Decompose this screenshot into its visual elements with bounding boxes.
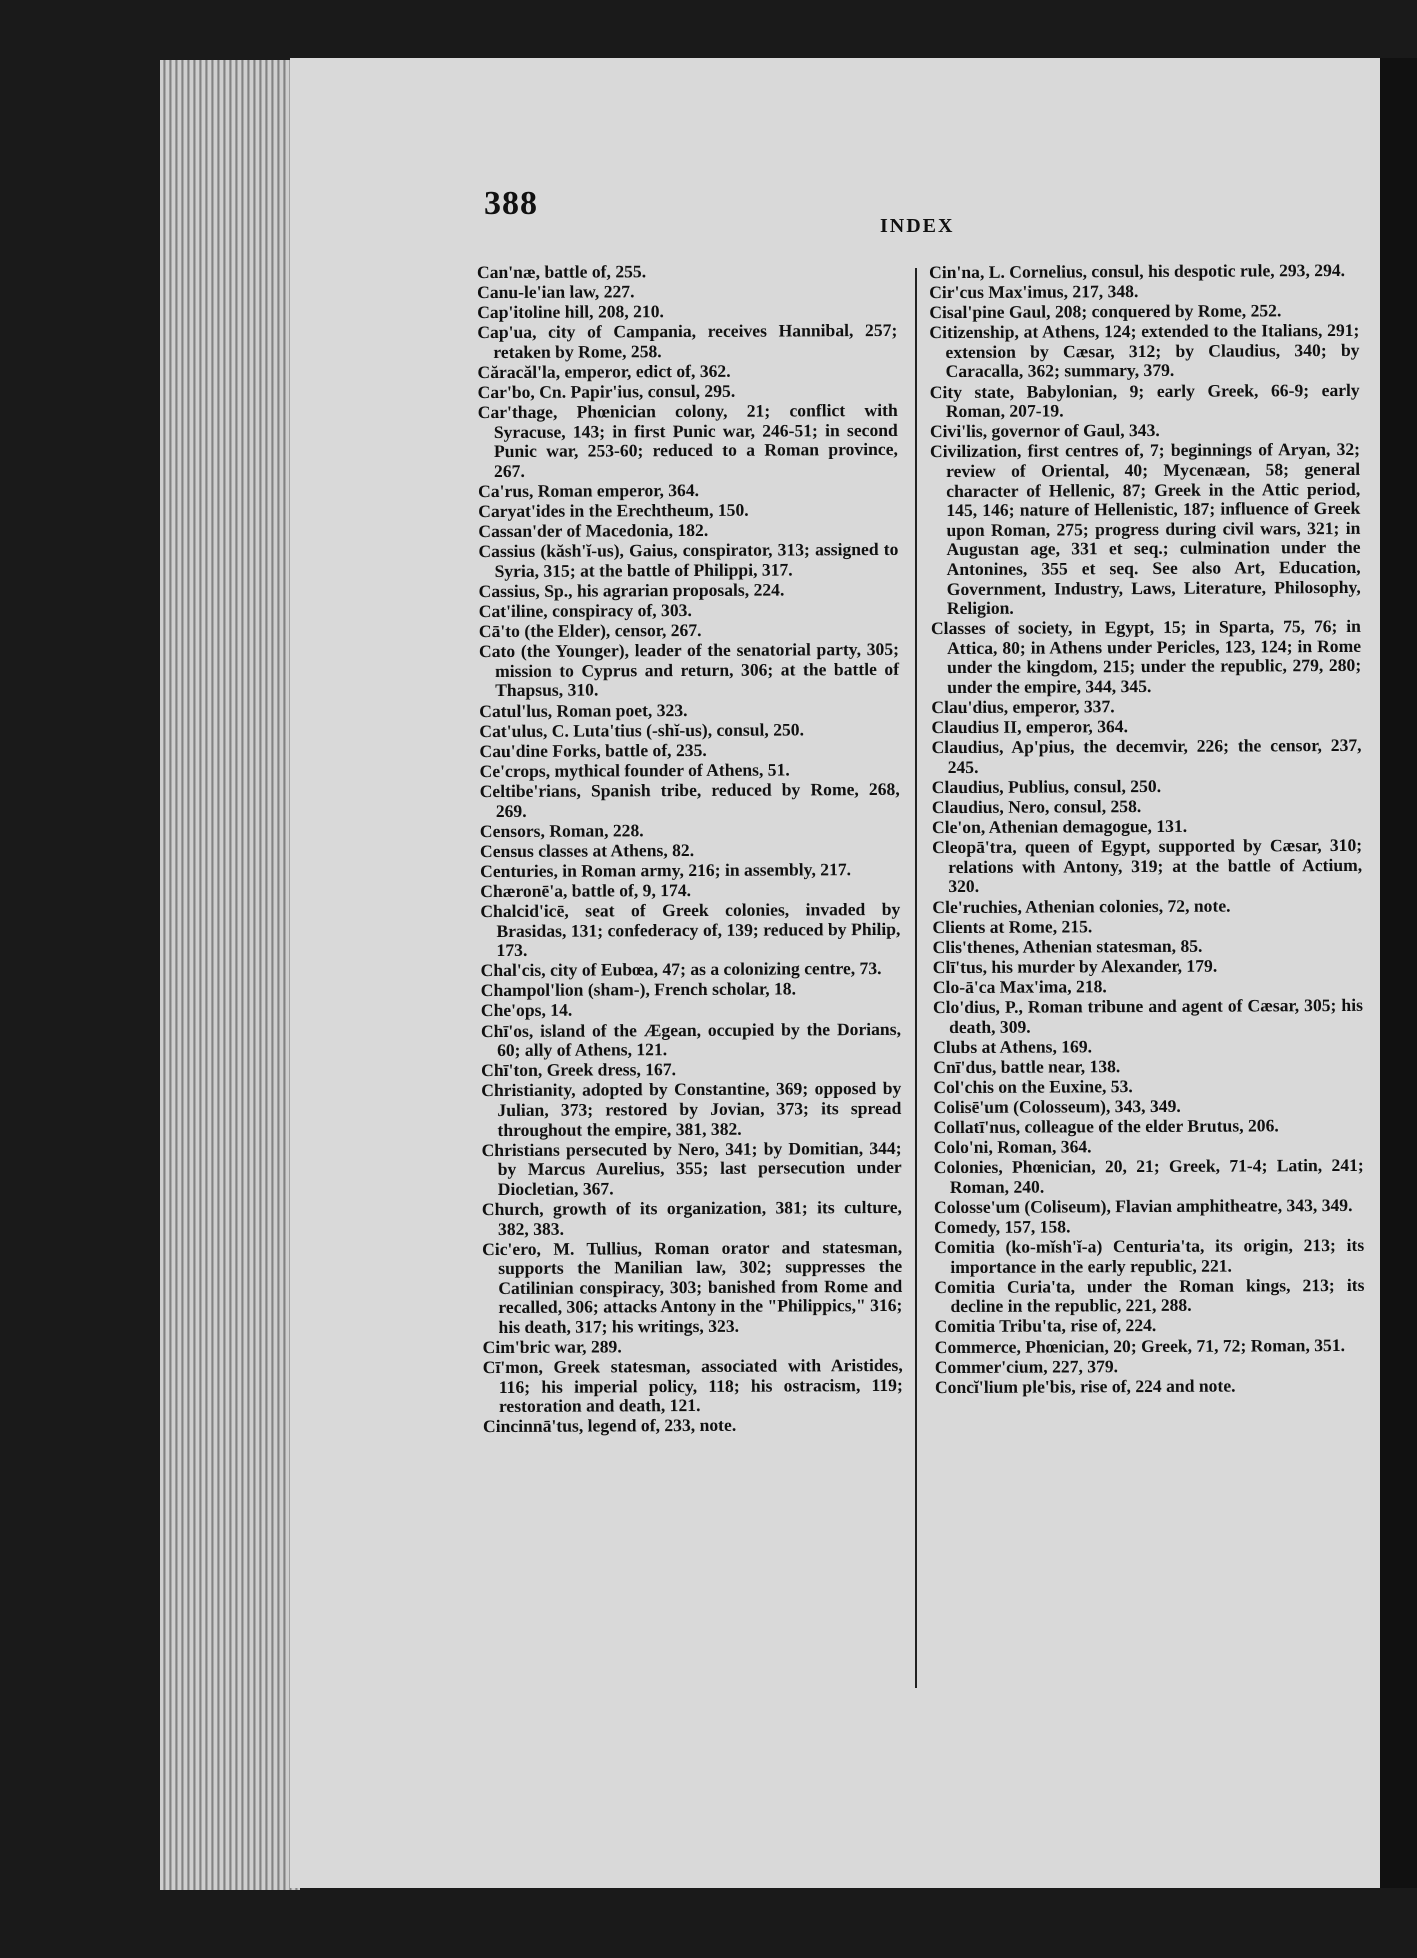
index-entry: Che'ops, 14. bbox=[480, 1000, 573, 1021]
index-entry: Christians persecuted by Nero, 341; by Domitian, 344; by Marcus Aurelius, 355; last persecution under Diocletian, 367. bbox=[481, 1137, 902, 1199]
index-entry: Chæronē'a, battle of, 9, 174. bbox=[480, 879, 692, 902]
running-head: INDEX bbox=[880, 215, 955, 237]
index-entry: Census classes at Athens, 82. bbox=[479, 839, 695, 861]
index-entry: Clis'thenes, Athenian statesman, 85. bbox=[932, 935, 1203, 957]
index-entry: Căracăl'la, emperor, edict of, 362. bbox=[477, 360, 731, 383]
index-entry: Chī'os, island of the Ægean, occupied by the Dorians, 60; ally of Athens, 121. bbox=[480, 1018, 901, 1061]
index-entry: Car'bo, Cn. Papir'ius, consul, 295. bbox=[477, 380, 736, 403]
index-entry: Cir'cus Max'imus, 217, 348. bbox=[929, 281, 1139, 303]
index-entry: Colo'ni, Roman, 364. bbox=[933, 1136, 1092, 1158]
index-entry: Chalcid'icē, seat of Greek colonies, invaded by Brasidas, 131; confederacy of, 139; reduced by Philip, 173. bbox=[480, 898, 901, 961]
index-entry: Concĭ'lium ple'bis, rise of, 224 and note. bbox=[934, 1375, 1236, 1397]
page-number: 388 bbox=[484, 185, 538, 222]
index-entry: Cassius, Sp., his agrarian proposals, 224. bbox=[478, 579, 785, 602]
index-entry: Claudius, Nero, consul, 258. bbox=[931, 796, 1142, 818]
index-entry: Cī'mon, Greek statesman, associated with Aristides, 116; his imperial policy, 118; his ostracism, 119; restoration and death, 121. bbox=[482, 1355, 903, 1417]
index-entry: Claudius II, emperor, 364. bbox=[931, 716, 1129, 738]
index-entry: Christianity, adopted by Constantine, 369; opposed by Julian, 373; restored by Jovian, 373; its spread throughout the empire, 381, 382. bbox=[481, 1078, 902, 1140]
index-entry: Claudius, Ap'pius, the decemvir, 226; the censor, 237, 245. bbox=[931, 735, 1362, 777]
index-entry: Cle'on, Athenian demagogue, 131. bbox=[931, 815, 1188, 838]
index-entry: Comitia (ko-mĭsh'ĭ-a) Centuria'ta, its origin, 213; its importance in the early republic, 221. bbox=[934, 1234, 1365, 1277]
index-entry: Cap'ua, city of Campania, receives Hannibal, 257; retaken by Rome, 258. bbox=[477, 320, 898, 362]
index-entry: Church, growth of its organization, 381; its culture, 382, 383. bbox=[481, 1196, 902, 1239]
index-entry: Civilization, first centres of, 7; beginnings of Aryan, 32; review of Oriental, 40; Mycenæan, 58; general character of Hellenic, 87; Greek in the Attic period, 145, 146; nature of Hellenistic, 187; influence of Greek upon Roman, 275; progress during civil wars, 321; in Augustan age, 331 et seq.; culmination under the Antonines, 355 et seq. See also Art, Education, Government, Industry, Laws, Literature, Philosophy, Religion. bbox=[929, 439, 1361, 619]
index-entry: Cisal'pine Gaul, 208; conquered by Rome, 252. bbox=[929, 300, 1282, 323]
index-entry: Col'chis on the Euxine, 53. bbox=[933, 1075, 1133, 1097]
index-entry: Cau'dine Forks, battle of, 235. bbox=[479, 739, 707, 761]
index-entry: Colosse'um (Coliseum), Flavian amphitheatre, 343, 349. bbox=[933, 1194, 1353, 1218]
index-entry: Cā'to (the Elder), censor, 267. bbox=[478, 620, 702, 642]
index-entry: Cincinnā'tus, legend of, 233, note. bbox=[482, 1415, 737, 1437]
index-entry: Cin'na, L. Cornelius, consul, his despotic rule, 293, 294. bbox=[929, 259, 1346, 283]
index-entry: Cap'itoline hill, 208, 210. bbox=[477, 301, 664, 323]
index-entry: Comitia Tribu'ta, rise of, 224. bbox=[934, 1315, 1157, 1337]
index-entry: Cnī'dus, battle near, 138. bbox=[933, 1055, 1121, 1077]
index-entry: Comitia Curia'ta, under the Roman kings, 213; its decline in the republic, 221, 288. bbox=[934, 1274, 1365, 1317]
index-entry: Clients at Rome, 215. bbox=[932, 915, 1093, 937]
index-entry: Chī'ton, Greek dress, 167. bbox=[481, 1059, 677, 1081]
index-entry: Comedy, 157, 158. bbox=[934, 1216, 1071, 1238]
index-entry: Clo'dius, P., Roman tribune and agent of Cæsar, 305; his death, 309. bbox=[932, 994, 1363, 1037]
index-entry: Chal'cis, city of Eubœa, 47; as a colonizing centre, 73. bbox=[480, 958, 882, 981]
index-entry: Cat'ulus, C. Luta'tius (-shĭ-us), consul, 250. bbox=[479, 719, 805, 741]
index-entry: Celtibe'rians, Spanish tribe, reduced by Rome, 268, 269. bbox=[479, 778, 900, 821]
index-entry: Caryat'ides in the Erechtheum, 150. bbox=[478, 499, 749, 522]
index-entry: Collatī'nus, colleague of the elder Brutus, 206. bbox=[933, 1115, 1279, 1138]
index-entry: Clo-ā'ca Max'ima, 218. bbox=[932, 976, 1107, 997]
index-entry: Centuries, in Roman army, 216; in assembly, 217. bbox=[480, 858, 852, 881]
index-entry: Ce'crops, mythical founder of Athens, 51. bbox=[479, 759, 790, 781]
index-entry: City state, Babylonian, 9; early Greek, 66-9; early Roman, 207-19. bbox=[929, 379, 1360, 422]
index-entry: Censors, Roman, 228. bbox=[479, 819, 644, 841]
index-entry: Civi'lis, governor of Gaul, 343. bbox=[929, 420, 1160, 442]
index-entry: Canu-le'ian law, 227. bbox=[477, 281, 635, 303]
index-entry: Citizenship, at Athens, 124; extended to the Italians, 291; extension by Cæsar, 312; by Claudius, 340; by Caracalla, 362; summary, 379. bbox=[929, 320, 1360, 382]
index-entry: Commer'cium, 227, 379. bbox=[934, 1355, 1119, 1377]
index-entry: Can'næ, battle of, 255. bbox=[476, 261, 647, 283]
index-entry: Cassius (kăsh'ĭ-us), Gaius, conspirator, 313; assigned to Syria, 315; at the battle of Philippi, 317. bbox=[478, 539, 899, 581]
index-entry: Catul'lus, Roman poet, 323. bbox=[479, 699, 688, 721]
index-entry: Ca'rus, Roman emperor, 364. bbox=[478, 479, 700, 502]
index-column-right bbox=[929, 261, 1365, 1398]
index-entry: Cassan'der of Macedonia, 182. bbox=[478, 520, 709, 542]
index-entry: Champol'lion (sham-), French scholar, 18. bbox=[480, 978, 797, 1001]
column-divider bbox=[915, 268, 917, 1688]
page-edges bbox=[160, 60, 300, 1890]
index-entry: Cato (the Younger), leader of the senatorial party, 305; mission to Cyprus and return, 306; at the battle of Thapsus, 310. bbox=[478, 639, 900, 701]
index-column-left bbox=[477, 261, 903, 1437]
index-entry: Colisē'um (Colosseum), 343, 349. bbox=[933, 1095, 1181, 1118]
gutter-shadow bbox=[1380, 58, 1417, 1888]
index-entry: Claudius, Publius, consul, 250. bbox=[931, 775, 1162, 798]
index-entry: Clubs at Athens, 169. bbox=[933, 1035, 1093, 1057]
index-entry: Cic'ero, M. Tullius, Roman orator and statesman, supports the Manilian law, 302; suppresses the Catilinian conspiracy, 303; banished from Rome and recalled, 306; attacks Antony in the "Philippics," 316; his death, 317; his writings, 323. bbox=[482, 1236, 903, 1337]
index-entry: Cat'iline, conspiracy of, 303. bbox=[478, 600, 692, 622]
index-entry: Clau'dius, emperor, 337. bbox=[931, 696, 1115, 718]
index-entry: Cim'bric war, 289. bbox=[482, 1336, 622, 1358]
index-entry: Commerce, Phœnician, 20; Greek, 71, 72; Roman, 351. bbox=[934, 1334, 1346, 1357]
index-entry: Colonies, Phœnician, 20, 21; Greek, 71-4; Latin, 241; Roman, 240. bbox=[933, 1155, 1364, 1197]
index-entry: Classes of society, in Egypt, 15; in Sparta, 75, 76; in Attica, 80; in Athens under Pericles, 123, 124; in Rome under the kingdom, 215; under the republic, 279, 280; under the empire, 344, 345. bbox=[930, 616, 1362, 698]
index-entry: Clī'tus, his murder by Alexander, 179. bbox=[932, 955, 1218, 977]
index-entry: Cleopā'tra, queen of Egypt, supported by Cæsar, 310; relations with Antony, 319; at the battle of Actium, 320. bbox=[932, 835, 1363, 897]
index-entry: Car'thage, Phœnician colony, 21; conflict with Syracuse, 143; in first Punic war, 246-51; in second Punic war, 253-60; reduced to a Roman province, 267. bbox=[477, 400, 898, 481]
index-entry: Cle'ruchies, Athenian colonies, 72, note. bbox=[932, 895, 1231, 917]
